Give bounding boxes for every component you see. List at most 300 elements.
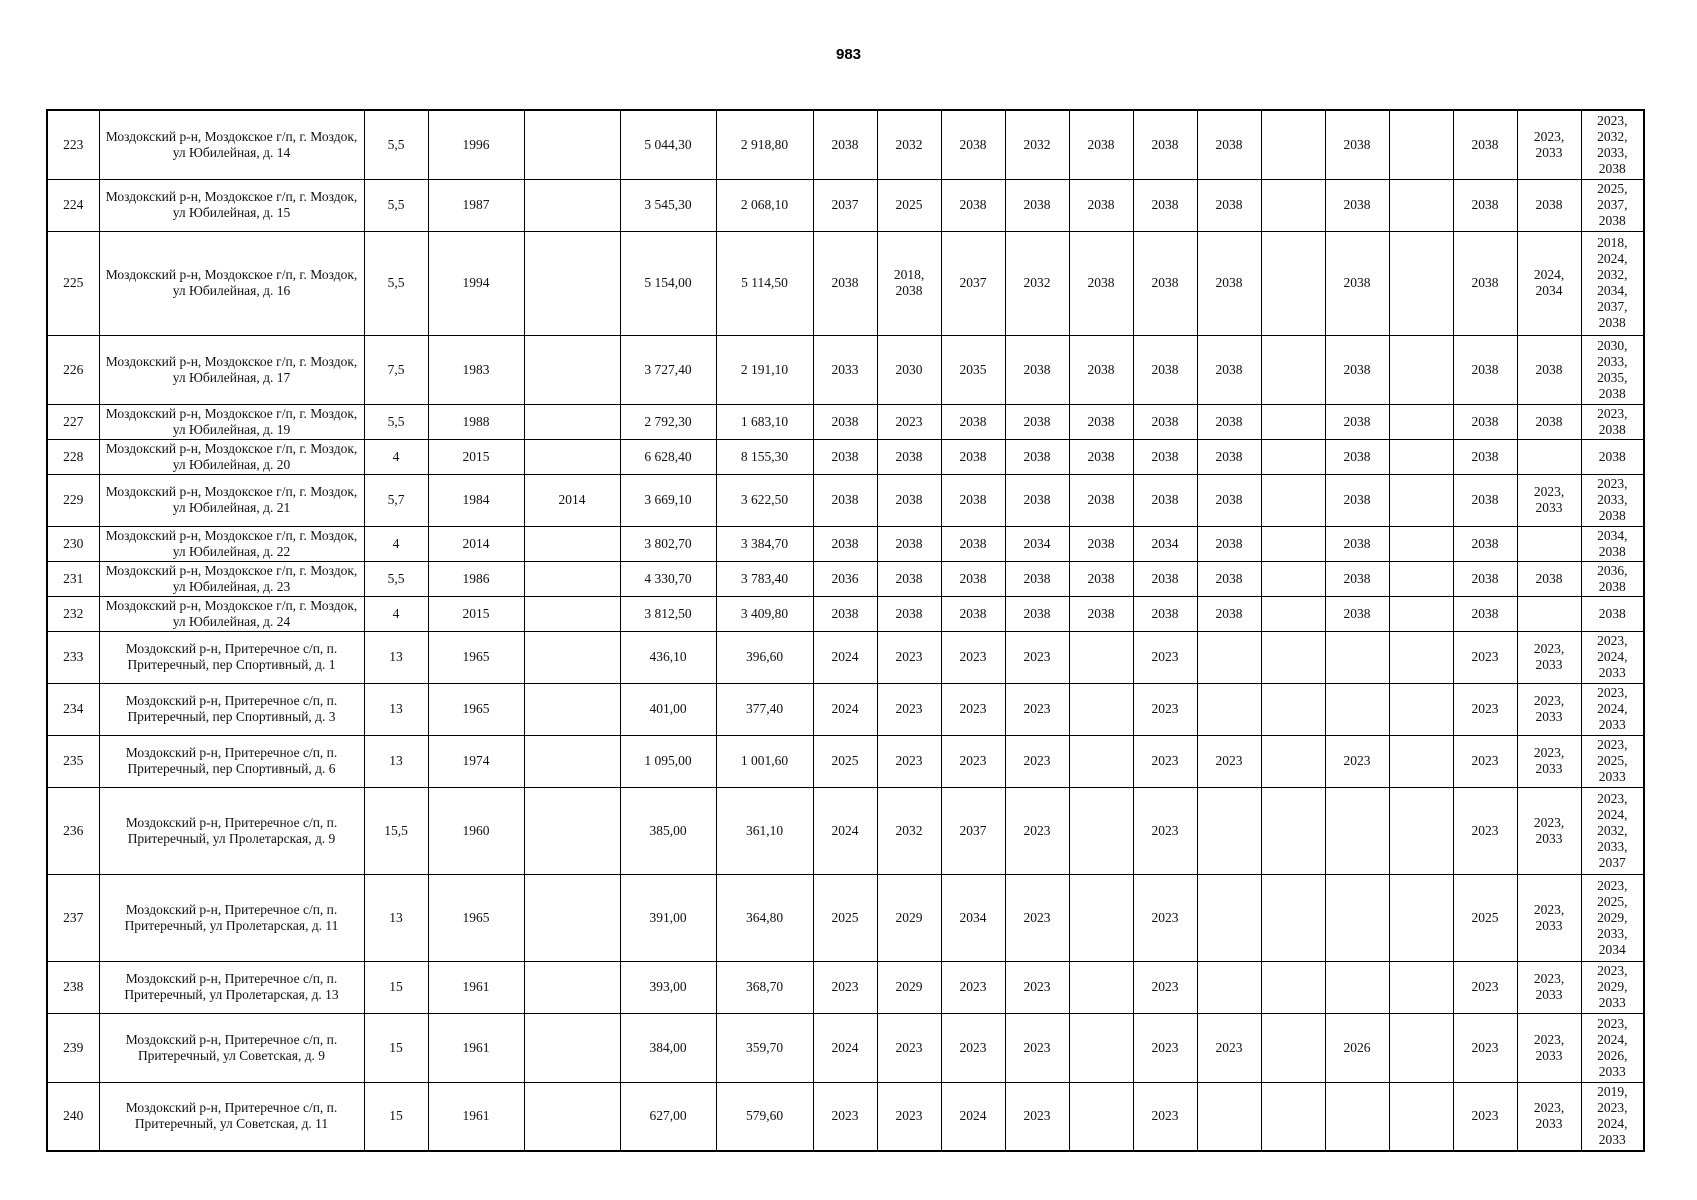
year-col-5-cell [1069, 683, 1133, 735]
year-col-7-cell: 2023 [1197, 735, 1261, 787]
row-number-cell: 238 [47, 961, 99, 1013]
floors-cell: 4 [364, 526, 428, 561]
year-col-11-cell: 2023 [1453, 735, 1517, 787]
year-col-8-cell [1261, 404, 1325, 439]
year-col-11-cell: 2023 [1453, 961, 1517, 1013]
year-col-11-cell: 2038 [1453, 526, 1517, 561]
year-col-9-cell: 2038 [1325, 179, 1389, 231]
year-col-10-cell [1389, 231, 1453, 335]
year-col-1-cell: 2036 [813, 561, 877, 596]
year-col-12-cell: 2023, 2033 [1517, 874, 1581, 961]
year-col-4-cell: 2023 [1005, 1082, 1069, 1151]
year-col-5-cell: 2038 [1069, 474, 1133, 526]
table-row [47, 526, 1644, 561]
living-area-cell: 368,70 [716, 961, 813, 1013]
year-col-12-cell [1517, 596, 1581, 631]
year-col-13-cell: 2023, 2024, 2033 [1581, 683, 1644, 735]
year-col-12-cell: 2038 [1517, 561, 1581, 596]
table-row [47, 1013, 1644, 1082]
year-col-9-cell: 2038 [1325, 526, 1389, 561]
year-col-12-cell: 2023, 2033 [1517, 787, 1581, 874]
year-col-1-cell: 2038 [813, 474, 877, 526]
living-area-cell: 2 191,10 [716, 335, 813, 404]
year-col-10-cell [1389, 439, 1453, 474]
year-col-9-cell: 2038 [1325, 335, 1389, 404]
year-col-3-cell: 2035 [941, 335, 1005, 404]
living-area-cell: 1 001,60 [716, 735, 813, 787]
year-col-7-cell: 2038 [1197, 404, 1261, 439]
year-col-13-cell: 2023, 2033, 2038 [1581, 474, 1644, 526]
year-col-5-cell [1069, 1013, 1133, 1082]
year-col-6-cell: 2038 [1133, 561, 1197, 596]
total-area-cell: 3 802,70 [620, 526, 716, 561]
year-col-12-cell: 2023, 2033 [1517, 110, 1581, 179]
year-col-8-cell [1261, 683, 1325, 735]
year-col-7-cell: 2038 [1197, 231, 1261, 335]
year-col-1-cell: 2025 [813, 874, 877, 961]
year-col-3-cell: 2023 [941, 631, 1005, 683]
year-col-4-cell: 2023 [1005, 787, 1069, 874]
year-col-1-cell: 2024 [813, 631, 877, 683]
floors-cell: 4 [364, 596, 428, 631]
floors-cell: 5,7 [364, 474, 428, 526]
total-area-cell: 5 044,30 [620, 110, 716, 179]
floors-cell: 5,5 [364, 110, 428, 179]
year-col-1-cell: 2024 [813, 1013, 877, 1082]
build-year-cell: 1984 [428, 474, 524, 526]
year-col-10-cell [1389, 1013, 1453, 1082]
floors-cell: 13 [364, 631, 428, 683]
year-col-6-cell: 2038 [1133, 404, 1197, 439]
row-number-cell: 234 [47, 683, 99, 735]
year-col-12-cell: 2023, 2033 [1517, 1082, 1581, 1151]
year-col-9-cell: 2038 [1325, 439, 1389, 474]
total-area-cell: 3 812,50 [620, 596, 716, 631]
year-col-6-cell: 2038 [1133, 596, 1197, 631]
floors-cell: 4 [364, 439, 428, 474]
year-col-10-cell [1389, 683, 1453, 735]
table-row [47, 961, 1644, 1013]
living-area-cell: 2 068,10 [716, 179, 813, 231]
year-col-3-cell: 2034 [941, 874, 1005, 961]
year-col-9-cell: 2038 [1325, 561, 1389, 596]
year-col-13-cell: 2023, 2025, 2029, 2033, 2034 [1581, 874, 1644, 961]
reconstruction-year-cell [524, 335, 620, 404]
build-year-cell: 1960 [428, 787, 524, 874]
year-col-1-cell: 2038 [813, 439, 877, 474]
year-col-5-cell: 2038 [1069, 110, 1133, 179]
living-area-cell: 2 918,80 [716, 110, 813, 179]
year-col-12-cell: 2038 [1517, 335, 1581, 404]
year-col-5-cell: 2038 [1069, 561, 1133, 596]
year-col-1-cell: 2024 [813, 787, 877, 874]
year-col-13-cell: 2030, 2033, 2035, 2038 [1581, 335, 1644, 404]
year-col-11-cell: 2023 [1453, 1013, 1517, 1082]
year-col-5-cell: 2038 [1069, 231, 1133, 335]
year-col-4-cell: 2023 [1005, 631, 1069, 683]
table-row [47, 110, 1644, 179]
row-number-cell: 231 [47, 561, 99, 596]
year-col-9-cell: 2038 [1325, 231, 1389, 335]
year-col-10-cell [1389, 179, 1453, 231]
year-col-2-cell: 2023 [877, 735, 941, 787]
year-col-13-cell: 2023, 2025, 2033 [1581, 735, 1644, 787]
year-col-1-cell: 2033 [813, 335, 877, 404]
row-number-cell: 237 [47, 874, 99, 961]
year-col-11-cell: 2023 [1453, 1082, 1517, 1151]
year-col-1-cell: 2038 [813, 404, 877, 439]
year-col-5-cell [1069, 961, 1133, 1013]
row-number-cell: 233 [47, 631, 99, 683]
build-year-cell: 1961 [428, 1082, 524, 1151]
build-year-cell: 1965 [428, 874, 524, 961]
year-col-1-cell: 2038 [813, 110, 877, 179]
address-cell: Моздокский р-н, Моздокское г/п, г. Моздок, ул Юбилейная, д. 23 [99, 561, 364, 596]
year-col-1-cell: 2038 [813, 231, 877, 335]
total-area-cell: 393,00 [620, 961, 716, 1013]
floors-cell: 7,5 [364, 335, 428, 404]
year-col-9-cell [1325, 874, 1389, 961]
year-col-2-cell: 2038 [877, 561, 941, 596]
year-col-8-cell [1261, 179, 1325, 231]
address-cell: Моздокский р-н, Моздокское г/п, г. Моздок, ул Юбилейная, д. 15 [99, 179, 364, 231]
reconstruction-year-cell [524, 110, 620, 179]
year-col-8-cell [1261, 335, 1325, 404]
total-area-cell: 3 669,10 [620, 474, 716, 526]
year-col-9-cell [1325, 961, 1389, 1013]
year-col-6-cell: 2038 [1133, 179, 1197, 231]
year-col-8-cell [1261, 561, 1325, 596]
living-area-cell: 579,60 [716, 1082, 813, 1151]
year-col-5-cell [1069, 735, 1133, 787]
year-col-5-cell [1069, 787, 1133, 874]
year-col-5-cell: 2038 [1069, 526, 1133, 561]
reconstruction-year-cell [524, 683, 620, 735]
year-col-7-cell: 2038 [1197, 596, 1261, 631]
year-col-12-cell: 2023, 2033 [1517, 474, 1581, 526]
year-col-12-cell: 2024, 2034 [1517, 231, 1581, 335]
address-cell: Моздокский р-н, Притеречное с/п, п. Притеречный, пер Спортивный, д. 3 [99, 683, 364, 735]
address-cell: Моздокский р-н, Моздокское г/п, г. Моздок, ул Юбилейная, д. 14 [99, 110, 364, 179]
year-col-9-cell [1325, 683, 1389, 735]
total-area-cell: 2 792,30 [620, 404, 716, 439]
year-col-9-cell: 2038 [1325, 404, 1389, 439]
year-col-12-cell: 2023, 2033 [1517, 683, 1581, 735]
total-area-cell: 391,00 [620, 874, 716, 961]
year-col-1-cell: 2023 [813, 1082, 877, 1151]
reconstruction-year-cell [524, 1082, 620, 1151]
year-col-10-cell [1389, 631, 1453, 683]
year-col-10-cell [1389, 404, 1453, 439]
row-number-cell: 232 [47, 596, 99, 631]
row-number-cell: 239 [47, 1013, 99, 1082]
year-col-4-cell: 2038 [1005, 439, 1069, 474]
year-col-3-cell: 2023 [941, 683, 1005, 735]
year-col-7-cell [1197, 683, 1261, 735]
build-year-cell: 1965 [428, 631, 524, 683]
year-col-10-cell [1389, 110, 1453, 179]
row-number-cell: 230 [47, 526, 99, 561]
table-row [47, 683, 1644, 735]
year-col-9-cell: 2038 [1325, 596, 1389, 631]
year-col-12-cell: 2023, 2033 [1517, 631, 1581, 683]
year-col-11-cell: 2038 [1453, 404, 1517, 439]
address-cell: Моздокский р-н, Моздокское г/п, г. Моздок, ул Юбилейная, д. 24 [99, 596, 364, 631]
year-col-7-cell: 2038 [1197, 179, 1261, 231]
table-row [47, 439, 1644, 474]
year-col-2-cell: 2023 [877, 1082, 941, 1151]
year-col-10-cell [1389, 1082, 1453, 1151]
year-col-6-cell: 2038 [1133, 439, 1197, 474]
year-col-3-cell: 2038 [941, 179, 1005, 231]
year-col-13-cell: 2034, 2038 [1581, 526, 1644, 561]
build-year-cell: 1965 [428, 683, 524, 735]
table-row [47, 179, 1644, 231]
address-cell: Моздокский р-н, Притеречное с/п, п. Притеречный, пер Спортивный, д. 1 [99, 631, 364, 683]
year-col-7-cell: 2038 [1197, 526, 1261, 561]
build-year-cell: 1986 [428, 561, 524, 596]
year-col-4-cell: 2023 [1005, 683, 1069, 735]
year-col-12-cell: 2038 [1517, 404, 1581, 439]
year-col-13-cell: 2019, 2023, 2024, 2033 [1581, 1082, 1644, 1151]
row-number-cell: 235 [47, 735, 99, 787]
row-number-cell: 240 [47, 1082, 99, 1151]
year-col-3-cell: 2037 [941, 231, 1005, 335]
living-area-cell: 3 409,80 [716, 596, 813, 631]
table-row [47, 874, 1644, 961]
year-col-13-cell: 2023, 2024, 2026, 2033 [1581, 1013, 1644, 1082]
year-col-2-cell: 2025 [877, 179, 941, 231]
year-col-3-cell: 2038 [941, 439, 1005, 474]
build-year-cell: 2015 [428, 439, 524, 474]
year-col-11-cell: 2038 [1453, 231, 1517, 335]
year-col-3-cell: 2023 [941, 961, 1005, 1013]
year-col-7-cell: 2038 [1197, 439, 1261, 474]
year-col-2-cell: 2038 [877, 439, 941, 474]
reconstruction-year-cell [524, 561, 620, 596]
year-col-6-cell: 2038 [1133, 110, 1197, 179]
total-area-cell: 436,10 [620, 631, 716, 683]
build-year-cell: 2015 [428, 596, 524, 631]
build-year-cell: 1994 [428, 231, 524, 335]
year-col-2-cell: 2038 [877, 526, 941, 561]
year-col-9-cell: 2026 [1325, 1013, 1389, 1082]
floors-cell: 13 [364, 874, 428, 961]
reconstruction-year-cell [524, 231, 620, 335]
year-col-8-cell [1261, 596, 1325, 631]
total-area-cell: 401,00 [620, 683, 716, 735]
year-col-11-cell: 2038 [1453, 474, 1517, 526]
build-year-cell: 2014 [428, 526, 524, 561]
year-col-5-cell: 2038 [1069, 596, 1133, 631]
year-col-6-cell: 2023 [1133, 631, 1197, 683]
year-col-12-cell: 2023, 2033 [1517, 735, 1581, 787]
reconstruction-year-cell [524, 179, 620, 231]
year-col-9-cell [1325, 787, 1389, 874]
table-row [47, 1082, 1644, 1151]
reconstruction-year-cell [524, 1013, 620, 1082]
reconstruction-year-cell [524, 439, 620, 474]
reconstruction-year-cell: 2014 [524, 474, 620, 526]
table-row [47, 596, 1644, 631]
year-col-10-cell [1389, 474, 1453, 526]
table-row [47, 335, 1644, 404]
year-col-8-cell [1261, 526, 1325, 561]
total-area-cell: 384,00 [620, 1013, 716, 1082]
year-col-7-cell: 2038 [1197, 561, 1261, 596]
living-area-cell: 3 783,40 [716, 561, 813, 596]
year-col-6-cell: 2023 [1133, 1082, 1197, 1151]
year-col-6-cell: 2038 [1133, 474, 1197, 526]
year-col-3-cell: 2038 [941, 474, 1005, 526]
year-col-13-cell: 2018, 2024, 2032, 2034, 2037, 2038 [1581, 231, 1644, 335]
year-col-11-cell: 2025 [1453, 874, 1517, 961]
year-col-2-cell: 2032 [877, 110, 941, 179]
year-col-9-cell: 2038 [1325, 474, 1389, 526]
row-number-cell: 226 [47, 335, 99, 404]
year-col-10-cell [1389, 335, 1453, 404]
year-col-13-cell: 2023, 2024, 2032, 2033, 2037 [1581, 787, 1644, 874]
year-col-6-cell: 2038 [1133, 231, 1197, 335]
total-area-cell: 385,00 [620, 787, 716, 874]
year-col-2-cell: 2023 [877, 683, 941, 735]
year-col-4-cell: 2023 [1005, 735, 1069, 787]
year-col-3-cell: 2038 [941, 526, 1005, 561]
year-col-10-cell [1389, 735, 1453, 787]
build-year-cell: 1988 [428, 404, 524, 439]
year-col-6-cell: 2023 [1133, 1013, 1197, 1082]
row-number-cell: 228 [47, 439, 99, 474]
year-col-1-cell: 2025 [813, 735, 877, 787]
year-col-1-cell: 2038 [813, 596, 877, 631]
build-year-cell: 1983 [428, 335, 524, 404]
year-col-13-cell: 2023, 2032, 2033, 2038 [1581, 110, 1644, 179]
year-col-8-cell [1261, 961, 1325, 1013]
year-col-6-cell: 2023 [1133, 874, 1197, 961]
total-area-cell: 5 154,00 [620, 231, 716, 335]
total-area-cell: 6 628,40 [620, 439, 716, 474]
year-col-6-cell: 2034 [1133, 526, 1197, 561]
living-area-cell: 377,40 [716, 683, 813, 735]
reconstruction-year-cell [524, 631, 620, 683]
year-col-5-cell [1069, 631, 1133, 683]
address-cell: Моздокский р-н, Моздокское г/п, г. Моздок, ул Юбилейная, д. 17 [99, 335, 364, 404]
year-col-8-cell [1261, 874, 1325, 961]
total-area-cell: 3 727,40 [620, 335, 716, 404]
table-row [47, 787, 1644, 874]
year-col-4-cell: 2038 [1005, 596, 1069, 631]
year-col-11-cell: 2023 [1453, 787, 1517, 874]
year-col-12-cell: 2023, 2033 [1517, 1013, 1581, 1082]
year-col-13-cell: 2036, 2038 [1581, 561, 1644, 596]
year-col-4-cell: 2023 [1005, 874, 1069, 961]
living-area-cell: 8 155,30 [716, 439, 813, 474]
housing-table [46, 109, 1645, 1152]
year-col-3-cell: 2038 [941, 110, 1005, 179]
year-col-5-cell: 2038 [1069, 404, 1133, 439]
address-cell: Моздокский р-н, Притеречное с/п, п. Притеречный, пер Спортивный, д. 6 [99, 735, 364, 787]
year-col-12-cell [1517, 526, 1581, 561]
year-col-4-cell: 2023 [1005, 961, 1069, 1013]
reconstruction-year-cell [524, 735, 620, 787]
year-col-11-cell: 2023 [1453, 683, 1517, 735]
year-col-13-cell: 2023, 2038 [1581, 404, 1644, 439]
year-col-2-cell: 2018, 2038 [877, 231, 941, 335]
year-col-7-cell: 2038 [1197, 474, 1261, 526]
year-col-4-cell: 2038 [1005, 335, 1069, 404]
year-col-7-cell [1197, 787, 1261, 874]
address-cell: Моздокский р-н, Моздокское г/п, г. Моздок, ул Юбилейная, д. 22 [99, 526, 364, 561]
year-col-4-cell: 2038 [1005, 179, 1069, 231]
year-col-8-cell [1261, 631, 1325, 683]
year-col-5-cell [1069, 874, 1133, 961]
row-number-cell: 227 [47, 404, 99, 439]
row-number-cell: 236 [47, 787, 99, 874]
year-col-8-cell [1261, 1082, 1325, 1151]
year-col-2-cell: 2023 [877, 631, 941, 683]
living-area-cell: 3 384,70 [716, 526, 813, 561]
floors-cell: 15 [364, 1013, 428, 1082]
living-area-cell: 396,60 [716, 631, 813, 683]
floors-cell: 5,5 [364, 231, 428, 335]
year-col-2-cell: 2038 [877, 474, 941, 526]
year-col-4-cell: 2038 [1005, 404, 1069, 439]
year-col-7-cell: 2038 [1197, 110, 1261, 179]
year-col-8-cell [1261, 110, 1325, 179]
year-col-10-cell [1389, 787, 1453, 874]
year-col-1-cell: 2024 [813, 683, 877, 735]
table-row [47, 231, 1644, 335]
living-area-cell: 5 114,50 [716, 231, 813, 335]
reconstruction-year-cell [524, 596, 620, 631]
year-col-2-cell: 2023 [877, 404, 941, 439]
year-col-8-cell [1261, 474, 1325, 526]
address-cell: Моздокский р-н, Притеречное с/п, п. Притеречный, ул Пролетарская, д. 11 [99, 874, 364, 961]
year-col-7-cell [1197, 1082, 1261, 1151]
year-col-9-cell [1325, 1082, 1389, 1151]
address-cell: Моздокский р-н, Моздокское г/п, г. Моздок, ул Юбилейная, д. 21 [99, 474, 364, 526]
address-cell: Моздокский р-н, Моздокское г/п, г. Моздок, ул Юбилейная, д. 20 [99, 439, 364, 474]
reconstruction-year-cell [524, 874, 620, 961]
year-col-12-cell [1517, 439, 1581, 474]
year-col-13-cell: 2038 [1581, 596, 1644, 631]
year-col-12-cell: 2038 [1517, 179, 1581, 231]
year-col-7-cell: 2038 [1197, 335, 1261, 404]
year-col-11-cell: 2038 [1453, 110, 1517, 179]
year-col-11-cell: 2038 [1453, 439, 1517, 474]
year-col-5-cell: 2038 [1069, 439, 1133, 474]
year-col-3-cell: 2023 [941, 1013, 1005, 1082]
year-col-5-cell: 2038 [1069, 335, 1133, 404]
table-row [47, 404, 1644, 439]
address-cell: Моздокский р-н, Притеречное с/п, п. Притеречный, ул Пролетарская, д. 13 [99, 961, 364, 1013]
year-col-13-cell: 2038 [1581, 439, 1644, 474]
year-col-5-cell: 2038 [1069, 179, 1133, 231]
living-area-cell: 1 683,10 [716, 404, 813, 439]
year-col-11-cell: 2038 [1453, 335, 1517, 404]
address-cell: Моздокский р-н, Притеречное с/п, п. Притеречный, ул Советская, д. 11 [99, 1082, 364, 1151]
year-col-4-cell: 2032 [1005, 231, 1069, 335]
year-col-1-cell: 2023 [813, 961, 877, 1013]
year-col-13-cell: 2023, 2029, 2033 [1581, 961, 1644, 1013]
living-area-cell: 3 622,50 [716, 474, 813, 526]
year-col-10-cell [1389, 526, 1453, 561]
row-number-cell: 225 [47, 231, 99, 335]
year-col-11-cell: 2038 [1453, 561, 1517, 596]
year-col-8-cell [1261, 735, 1325, 787]
page-number: 983 [835, 46, 862, 63]
reconstruction-year-cell [524, 961, 620, 1013]
